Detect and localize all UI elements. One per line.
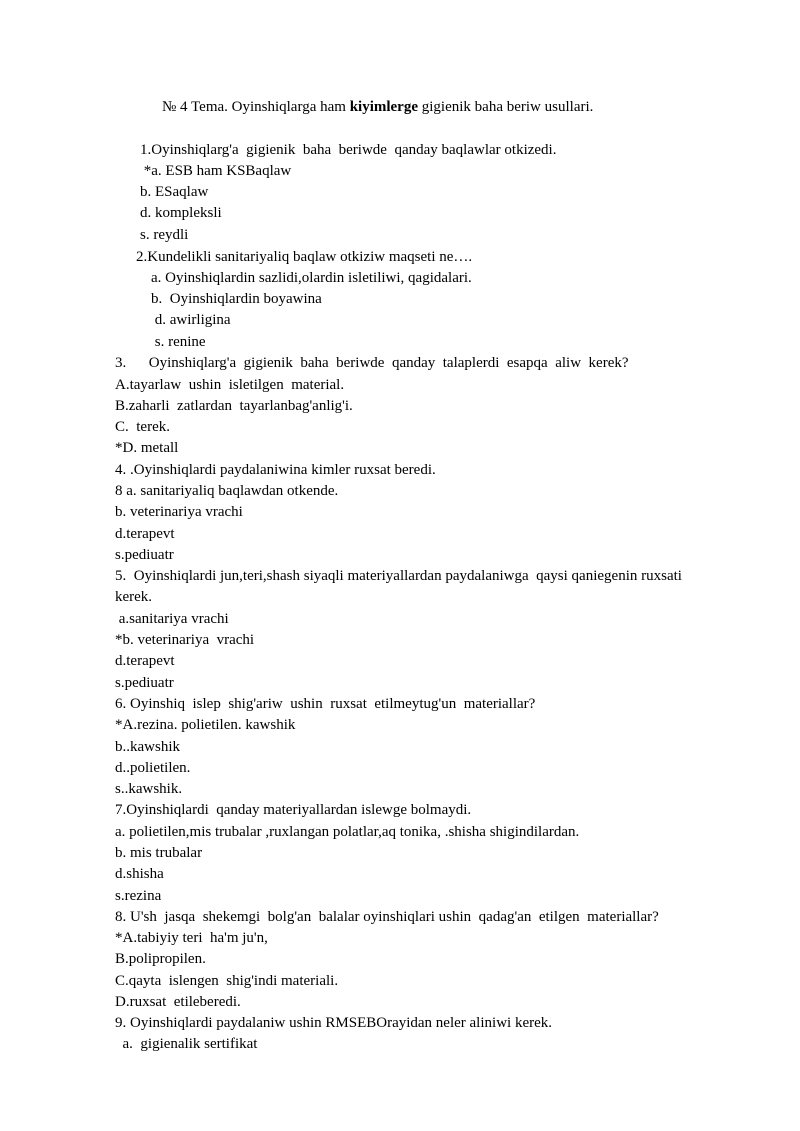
question-5-cont: kerek. [115, 589, 153, 605]
option-3b: B.zaharli zatlardan tayarlanbag'anlig'i. [115, 398, 353, 414]
option-3a: A.tayarlaw ushin isletilgen material. [115, 377, 345, 393]
option-4b: b. veterinariya vrachi [115, 504, 243, 520]
option-6a: *A.rezina. polietilen. kawshik [115, 717, 296, 733]
option-7d: d.shisha [115, 866, 164, 882]
question-1: 1.Oyinshiqlarg'a gigienik baha beriwde qanday baqlawlar otkizedi. [140, 142, 557, 158]
option-3d: *D. metall [115, 440, 179, 456]
option-8b: B.polipropilen. [115, 951, 206, 967]
option-2s: s. renine [151, 334, 206, 350]
option-6s: s..kawshik. [115, 781, 183, 797]
option-4a: 8 a. sanitariyaliq baqlawdan otkende. [115, 483, 339, 499]
question-6: 6. Oyinshiq islep shig'ariw ushin ruxsat etilmeytug'un materiallar? [115, 696, 536, 712]
question-7: 7.Oyinshiqlardi qanday materiyallardan islewge bolmaydi. [115, 802, 472, 818]
option-6b: b..kawshik [115, 739, 180, 755]
option-3c: C. terek. [115, 419, 170, 435]
option-8c: C.qayta islengen shig'indi materiali. [115, 973, 339, 989]
option-7s: s.rezina [115, 888, 162, 904]
option-2d: d. awirligina [151, 312, 231, 328]
option-4d: d.terapevt [115, 526, 175, 542]
option-1s: s. reydli [140, 227, 189, 243]
option-1b: b. ESaqlaw [140, 184, 209, 200]
question-3: 3. Oyinshiqlarg'a gigienik baha beriwde qanday talaplerdi esapqa aliw kerek? [115, 355, 629, 371]
option-2a: a. Oyinshiqlardin sazlidi,olardin isletiliwi, qagidalari. [151, 270, 472, 286]
option-9a: a. gigienalik sertifikat [115, 1036, 258, 1052]
title-suffix: gigienik baha beriw usullari. [418, 99, 594, 115]
page-title [162, 98, 593, 116]
title-bold: kiyimlerge [349, 99, 419, 115]
option-5s: s.pediuatr [115, 675, 174, 691]
option-7b: b. mis trubalar [115, 845, 203, 861]
option-2b: b. Oyinshiqlardin boyawina [151, 291, 322, 307]
option-5d: d.terapevt [115, 653, 175, 669]
question-9: 9. Oyinshiqlardi paydalaniw ushin RMSEBOrayidan neler aliniwi kerek. [115, 1015, 552, 1031]
option-5a: a.sanitariya vrachi [115, 611, 229, 627]
option-7a: a. polietilen,mis trubalar ,ruxlangan polatlar,aq tonika, .shisha shigindilardan. [115, 824, 580, 840]
title-prefix: № 4 Tema. Oyinshiqlarga ham [162, 99, 350, 115]
option-1d: d. kompleksli [140, 205, 222, 221]
question-2: 2.Kundelikli sanitariyaliq baqlaw otkiziw maqseti ne…. [136, 249, 473, 265]
option-8d: D.ruxsat etileberedi. [115, 994, 241, 1010]
option-1a: *a. ESB ham KSBaqlaw [140, 163, 292, 179]
question-5: 5. Oyinshiqlardi jun,teri,shash siyaqli materiyallardan paydalaniwga qaysi qaniegenin ruxsati [115, 568, 682, 584]
option-8a: *A.tabiyiy teri ha'm ju'n, [115, 930, 268, 946]
option-5b: *b. veterinariya vrachi [115, 632, 255, 648]
option-6d: d..polietilen. [115, 760, 191, 776]
question-4: 4. .Oyinshiqlardi paydalaniwina kimler ruxsat beredi. [115, 462, 436, 478]
option-4s: s.pediuatr [115, 547, 174, 563]
question-8: 8. U'sh jasqa shekemgi bolg'an balalar oyinshiqlari ushin qadag'an etilgen materiallar? [115, 909, 659, 925]
